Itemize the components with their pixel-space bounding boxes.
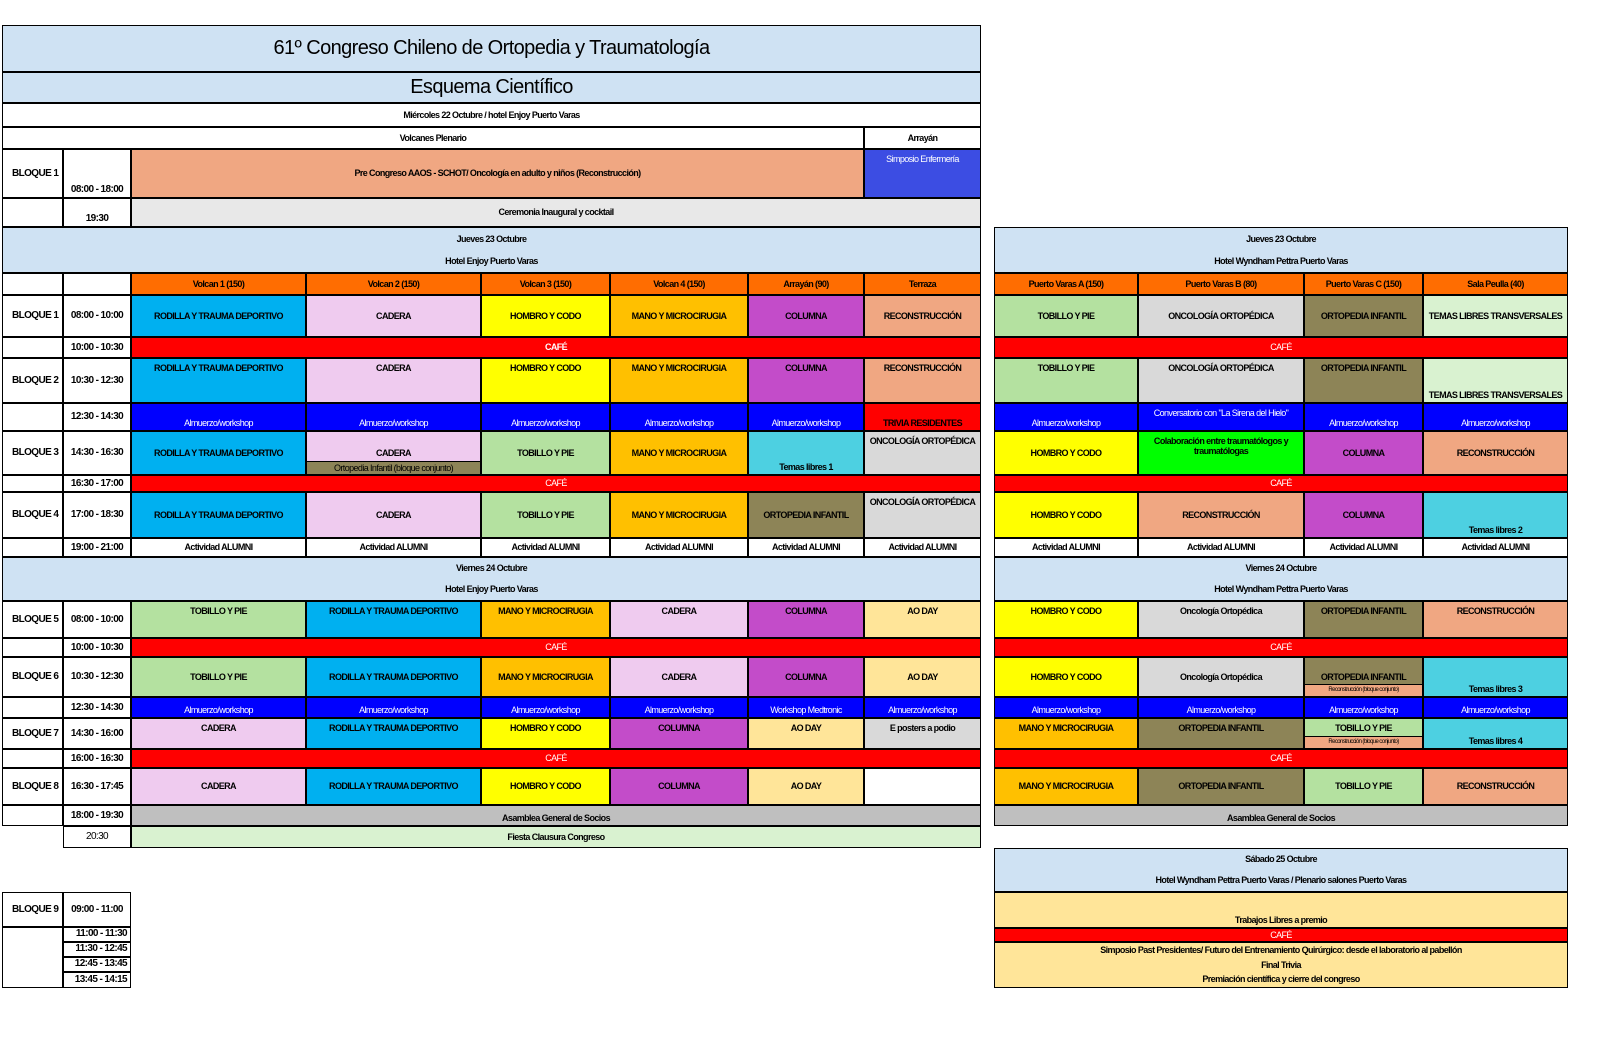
session-cell: COLUMNA	[1304, 431, 1423, 475]
room-arrayan: Arrayán	[864, 127, 981, 149]
session-cell: COLUMNA	[748, 657, 864, 697]
bloque-label: BLOQUE 6	[2, 657, 63, 697]
session-cell: Almuerzo/workshop	[748, 403, 864, 431]
session-cell: TOBILLO Y PIE	[994, 358, 1138, 403]
thursday-header-right	[994, 227, 1568, 273]
session-cell: COLUMNA	[1304, 492, 1423, 538]
session-cell: CADERA	[306, 358, 481, 403]
session-cell: MANO Y MICROCIRUGIA	[610, 358, 748, 403]
session-cell: MANO Y MICROCIRUGIA	[994, 718, 1138, 749]
bloque-label: BLOQUE 4	[2, 492, 63, 538]
day-date: Viernes 24 Octubre	[1245, 563, 1317, 574]
session-cell: HOMBRO Y CODO	[994, 601, 1138, 638]
session-cell: TOBILLO Y PIE	[994, 295, 1138, 337]
bloque-label	[2, 538, 63, 557]
session-cell: Almuerzo/workshop	[131, 403, 306, 431]
session-cell: ORTOPEDIA INFANTIL	[1304, 601, 1423, 638]
room-header: Arrayán (90)	[748, 273, 864, 295]
session-cell: Oncología Ortopédica	[1138, 601, 1304, 638]
session-cell: RECONSTRUCCIÓN	[864, 358, 981, 403]
session-cell: RODILLA Y TRAUMA DEPORTIVO	[306, 601, 481, 638]
session-cell: TEMAS LIBRES TRANSVERSALES	[1423, 358, 1568, 403]
session-cell: TOBILLO Y PIE	[1304, 718, 1423, 749]
trabajos-libres-premio: Trabajos Libres a premio	[994, 892, 1568, 928]
session-cell: ORTOPEDIA INFANTIL	[1304, 295, 1423, 337]
room-header: Volcan 4 (150)	[610, 273, 748, 295]
session-cell: Almuerzo/workshop	[1138, 697, 1304, 718]
session-cell: TOBILLO Y PIE	[1304, 768, 1423, 805]
session-cell: Temas libres 1	[748, 431, 864, 475]
bloque-label: BLOQUE 9	[2, 892, 63, 927]
time-slot: 11:00 - 11:30	[63, 927, 131, 942]
hotel-name: Hotel Enjoy Puerto Varas	[445, 584, 538, 595]
room-header: Puerto Varas B (80)	[1138, 273, 1304, 295]
session-cell: AO DAY	[864, 657, 981, 697]
session-cell: HOMBRO Y CODO	[994, 492, 1138, 538]
session-cell: HOMBRO Y CODO	[994, 431, 1138, 475]
session-cell: RECONSTRUCCIÓN	[864, 295, 981, 337]
session-cell: HOMBRO Y CODO	[481, 295, 610, 337]
session-cell: CAFÉ	[131, 638, 981, 657]
session-cell: ORTOPEDIA INFANTIL	[1138, 718, 1304, 749]
session-cell: CAFÉ	[131, 475, 981, 492]
time-slot: 10:00 - 10:30	[63, 337, 131, 358]
session-cell: HOMBRO Y CODO	[994, 657, 1138, 697]
bloque-label: BLOQUE 1	[2, 295, 63, 337]
session-cell: COLUMNA	[610, 718, 748, 749]
reconstruccion-bloque-conjunto: Reconstrucción (bloque conjunto)	[1304, 736, 1423, 749]
session-cell: TOBILLO Y PIE	[481, 431, 610, 475]
session-cell: RODILLA Y TRAUMA DEPORTIVO	[131, 295, 306, 337]
day-date: Jueves 23 Octubre	[1246, 233, 1316, 244]
simposio-past-presidentes: Simposio Past Presidentes/ Futuro del Entrenamiento Quirúrgico: desde el laboratorio al pabellón	[1100, 945, 1462, 956]
time-slot: 12:30 - 14:30	[63, 403, 131, 431]
session-cell: Actividad ALUMNI	[994, 538, 1138, 557]
session-cell: CAFÉ	[994, 475, 1568, 492]
session-cell: COLUMNA	[748, 358, 864, 403]
friday-header-right	[994, 557, 1568, 601]
day-date: Sábado 25 Octubre	[1245, 854, 1317, 865]
session-cell: MANO Y MICROCIRUGIA	[610, 431, 748, 475]
session-cell	[864, 768, 981, 805]
empty-cell	[63, 273, 131, 295]
session-cell: AO DAY	[864, 601, 981, 638]
session-cell: Oncología Ortopédica	[1138, 657, 1304, 697]
time-slot: 12:45 - 13:45	[63, 957, 131, 972]
session-cell: CADERA	[306, 431, 481, 475]
session-cell: CAFÉ	[994, 638, 1568, 657]
session-cell: Almuerzo/workshop	[1304, 697, 1423, 718]
time-slot: 16:00 - 16:30	[63, 749, 131, 768]
session-cell: Almuerzo/workshop	[864, 697, 981, 718]
time-slot: 19:30	[63, 198, 131, 227]
session-cell: Actividad ALUMNI	[1138, 538, 1304, 557]
bloque-label	[2, 749, 63, 768]
session-cell: HOMBRO Y CODO	[481, 358, 610, 403]
reconstruccion-bloque-conjunto: Reconstrucción (bloque conjunto)	[1304, 684, 1423, 697]
session-cell: RECONSTRUCCIÓN	[1423, 768, 1568, 805]
session-cell: E posters a podio	[864, 718, 981, 749]
bloque-label: BLOQUE 8	[2, 768, 63, 805]
page-subtitle: Esquema Científico	[2, 72, 981, 103]
session-cell: MANO Y MICROCIRUGIA	[994, 768, 1138, 805]
session-cell: Almuerzo/workshop	[481, 403, 610, 431]
time-slot: 17:00 - 18:30	[63, 492, 131, 538]
session-cell: CAFÉ	[994, 749, 1568, 768]
bloque-label	[2, 403, 63, 431]
saturday-header	[994, 848, 1568, 892]
room-header: Sala Peulla (40)	[1423, 273, 1568, 295]
time-slot: 11:30 - 12:45	[63, 942, 131, 957]
session-cell: Almuerzo/workshop	[610, 697, 748, 718]
time-slot: 08:00 - 10:00	[63, 295, 131, 337]
time-slot: 16:30 - 17:00	[63, 475, 131, 492]
session-cell: ORTOPEDIA INFANTIL	[1138, 768, 1304, 805]
session-cell: ONCOLOGÍA ORTOPÉDICA	[864, 431, 981, 475]
session-cell: MANO Y MICROCIRUGIA	[610, 492, 748, 538]
session-cell: Actividad ALUMNI	[748, 538, 864, 557]
session-cell: MANO Y MICROCIRUGIA	[610, 295, 748, 337]
session-cell: Temas libres 4	[1423, 718, 1568, 749]
session-cell: CADERA	[610, 601, 748, 638]
session-cell: MANO Y MICROCIRUGIA	[481, 601, 610, 638]
time-slot: 10:00 - 10:30	[63, 638, 131, 657]
session-cell: RODILLA Y TRAUMA DEPORTIVO	[131, 492, 306, 538]
time-slot: 20:30	[63, 826, 131, 848]
session-cell: TEMAS LIBRES TRANSVERSALES	[1423, 295, 1568, 337]
hotel-name: Hotel Wyndham Pettra Puerto Varas	[1214, 584, 1348, 595]
session-cell: TOBILLO Y PIE	[131, 657, 306, 697]
session-cell: Almuerzo/workshop	[306, 697, 481, 718]
session-cell: RODILLA Y TRAUMA DEPORTIVO	[306, 718, 481, 749]
session-cell: Actividad ALUMNI	[481, 538, 610, 557]
session-cell: ORTOPEDIA INFANTIL	[748, 492, 864, 538]
session-cell: TOBILLO Y PIE	[131, 601, 306, 638]
final-trivia: Final Trivia	[1261, 959, 1301, 970]
session-cell: CADERA	[306, 492, 481, 538]
session-cell: Almuerzo/workshop	[1423, 697, 1568, 718]
session-cell: Actividad ALUMNI	[610, 538, 748, 557]
session-cell: ONCOLOGÍA ORTOPÉDICA	[1138, 358, 1304, 403]
bloque-label: BLOQUE 2	[2, 358, 63, 403]
session-cell: ONCOLOGÍA ORTOPÉDICA	[1138, 295, 1304, 337]
hotel-name: Hotel Enjoy Puerto Varas	[445, 255, 538, 266]
ceremonia-inaugural: Ceremonia Inaugural y cocktail	[131, 198, 981, 227]
room-header: Volcan 1 (150)	[131, 273, 306, 295]
session-cell: Almuerzo/workshop	[1423, 403, 1568, 431]
room-volcanes-plenario: Volcanes Plenario	[2, 127, 864, 149]
session-cell: RECONSTRUCCIÓN	[1138, 492, 1304, 538]
session-cell: COLUMNA	[610, 768, 748, 805]
session-cell: Conversatorio con "La Sirena del Hielo"	[1138, 403, 1304, 431]
session-cell: Actividad ALUMNI	[1423, 538, 1568, 557]
session-cell: Asamblea General de Socios	[994, 805, 1568, 826]
session-cell: RECONSTRUCCIÓN	[1423, 431, 1568, 475]
fiesta-clausura: Fiesta Clausura Congreso	[131, 826, 981, 848]
room-header: Terraza	[864, 273, 981, 295]
session-cell: RODILLA Y TRAUMA DEPORTIVO	[306, 657, 481, 697]
session-cell: COLUMNA	[748, 601, 864, 638]
empty-cell	[2, 273, 63, 295]
time-slot: 19:00 - 21:00	[63, 538, 131, 557]
time-slot: 18:00 - 19:30	[63, 805, 131, 826]
session-cell: CADERA	[131, 768, 306, 805]
session-cell: ORTOPEDIA INFANTIL	[1304, 358, 1423, 403]
session-cell: ONCOLOGÍA ORTOPÉDICA	[864, 492, 981, 538]
infantil-bloque-conjunto: Ortopedia Infantil (bloque conjunto)	[306, 461, 481, 475]
session-cell: RODILLA Y TRAUMA DEPORTIVO	[131, 431, 306, 475]
time-slot: 08:00 - 18:00	[63, 149, 131, 198]
session-cell: Actividad ALUMNI	[131, 538, 306, 557]
session-cell: Almuerzo/workshop	[306, 403, 481, 431]
bloque-label: BLOQUE 5	[2, 601, 63, 638]
time-slot: 09:00 - 11:00	[63, 892, 131, 927]
bloque-label	[2, 337, 63, 358]
day-date: Jueves 23 Octubre	[456, 233, 527, 244]
session-cell: CADERA	[610, 657, 748, 697]
session-cell: AO DAY	[748, 768, 864, 805]
session-cell: Workshop Medtronic	[748, 697, 864, 718]
room-header: Volcan 2 (150)	[306, 273, 481, 295]
session-cell: Almuerzo/workshop	[131, 697, 306, 718]
session-cell: Almuerzo/workshop	[481, 697, 610, 718]
session-cell: Actividad ALUMNI	[864, 538, 981, 557]
room-header: Puerto Varas C (150)	[1304, 273, 1423, 295]
session-cell: RODILLA Y TRAUMA DEPORTIVO	[131, 358, 306, 403]
session-cell: HOMBRO Y CODO	[481, 768, 610, 805]
session-cell: Temas libres 3	[1423, 657, 1568, 697]
time-slot: 14:30 - 16:00	[63, 718, 131, 749]
time-slot: 16:30 - 17:45	[63, 768, 131, 805]
bloque-label: BLOQUE 3	[2, 431, 63, 475]
time-slot: 08:00 - 10:00	[63, 601, 131, 638]
wednesday-date: Miércoles 22 Octubre / hotel Enjoy Puerto Varas	[2, 103, 981, 127]
session-cell: RODILLA Y TRAUMA DEPORTIVO	[306, 768, 481, 805]
session-cell: ORTOPEDIA INFANTIL	[1304, 657, 1423, 697]
cafe-break: CAFÉ	[994, 928, 1568, 942]
session-cell: CAFÉ	[131, 749, 981, 768]
simposio-enfermeria: Simposio Enfermería	[864, 149, 981, 198]
room-header: Volcan 3 (150)	[481, 273, 610, 295]
session-cell: Almuerzo/workshop	[1304, 403, 1423, 431]
empty-cell	[2, 927, 63, 988]
bloque-label: BLOQUE 1	[2, 149, 63, 198]
bloque-label: BLOQUE 7	[2, 718, 63, 749]
hotel-name: Hotel Wyndham Pettra Puerto Varas	[1214, 255, 1348, 266]
session-cell: TRIVIA RESIDENTES	[864, 403, 981, 431]
session-cell: COLUMNA	[748, 295, 864, 337]
session-cell: AO DAY	[748, 718, 864, 749]
page-title: 61º Congreso Chileno de Ortopedia y Traumatología	[2, 25, 981, 72]
room-header: Puerto Varas A (150)	[994, 273, 1138, 295]
session-cell: Almuerzo/workshop	[994, 403, 1138, 431]
bloque-label	[2, 638, 63, 657]
bloque-label	[2, 697, 63, 718]
session-cell: RECONSTRUCCIÓN	[1423, 601, 1568, 638]
session-cell: CADERA	[131, 718, 306, 749]
day-date: Viernes 24 Octubre	[455, 563, 528, 574]
session-cell: Temas libres 2	[1423, 492, 1568, 538]
empty-cell	[2, 198, 63, 227]
session-cell: Almuerzo/workshop	[994, 697, 1138, 718]
time-slot: 10:30 - 12:30	[63, 358, 131, 403]
premiacion-cierre: Premiación científica y cierre del congreso	[1202, 974, 1360, 985]
time-slot: 13:45 - 14:15	[63, 972, 131, 988]
session-cell: Asamblea General de Socios	[131, 805, 981, 826]
session-cell: CADERA	[306, 295, 481, 337]
hotel-name: Hotel Wyndham Pettra Puerto Varas / Plenario salones Puerto Varas	[1155, 875, 1407, 886]
session-cell: CAFÉ	[994, 337, 1568, 358]
session-cell: TOBILLO Y PIE	[481, 492, 610, 538]
time-slot: 12:30 - 14:30	[63, 697, 131, 718]
session-cell: Actividad ALUMNI	[306, 538, 481, 557]
session-cell: Actividad ALUMNI	[1304, 538, 1423, 557]
session-cell: CAFÉ	[131, 337, 981, 358]
time-slot: 14:30 - 16:30	[63, 431, 131, 475]
bloque-label	[2, 805, 63, 826]
saturday-closing	[994, 942, 1568, 988]
bloque-label	[2, 475, 63, 492]
session-cell: HOMBRO Y CODO	[481, 718, 610, 749]
friday-header-left	[2, 557, 981, 601]
session-cell: MANO Y MICROCIRUGIA	[481, 657, 610, 697]
session-cell: Colaboración entre traumatólogos y traumatólogas	[1138, 431, 1304, 475]
time-slot: 10:30 - 12:30	[63, 657, 131, 697]
precongreso-session: Pre Congreso AAOS - SCHOT/ Oncología en adulto y niños (Reconstrucción)	[131, 149, 864, 198]
thursday-header-left	[2, 227, 981, 273]
session-cell: Almuerzo/workshop	[610, 403, 748, 431]
